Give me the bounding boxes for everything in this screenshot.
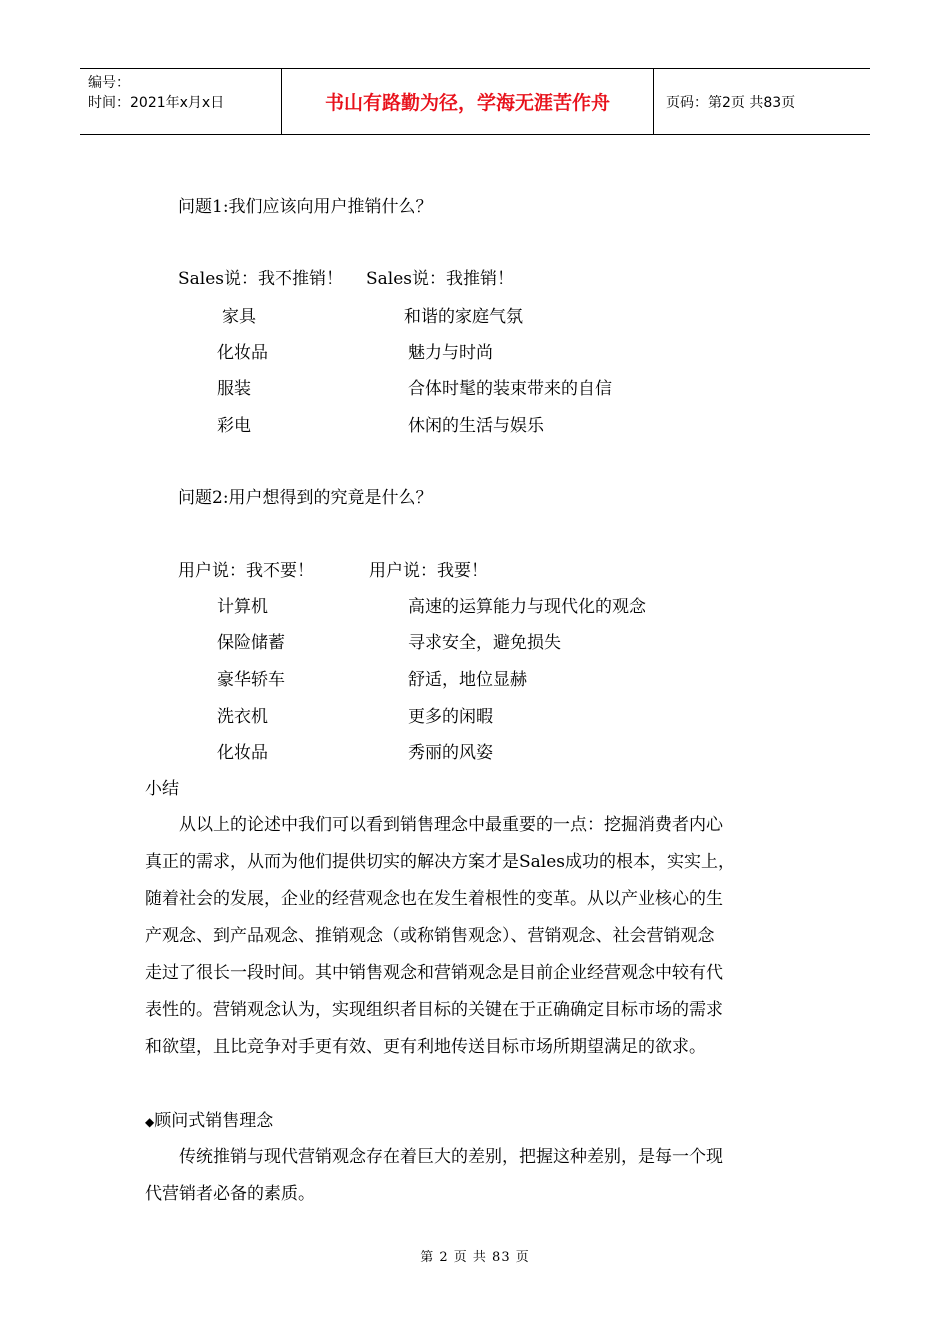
header-time: 时间：2021年x月x日 [88, 95, 225, 111]
summary-line: 和欲望，且比竞争对手更有效、更有利地传送目标市场所期望满足的欲求。 [145, 1037, 706, 1057]
q1-row-right: 合体时髦的装束带来的自信 [408, 379, 612, 399]
q1-row-left: 彩电 [217, 416, 251, 436]
q2-row-left: 保险储蓄 [217, 633, 285, 653]
q2-row-left: 豪华轿车 [217, 670, 285, 690]
q2-row-left: 计算机 [217, 597, 268, 617]
summary-line: 表性的。营销观念认为，实现组织者目标的关键在于正确确定目标市场的需求 [145, 1000, 723, 1020]
q2-title: 问题2:用户想得到的究竟是什么？ [178, 488, 433, 508]
header-page-info: 页码：第2页 共83页 [666, 94, 796, 111]
page-header [80, 68, 870, 135]
header-meta [80, 69, 282, 134]
summary-line: 从以上的论述中我们可以看到销售理念中最重要的一点：挖掘消费者内心 [145, 815, 723, 835]
q1-row-left: 化妆品 [217, 343, 268, 363]
q1-row-right: 休闲的生活与娱乐 [408, 416, 544, 436]
section2-line: 传统推销与现代营销观念存在着巨大的差别，把握这种差别，是每一个现 [145, 1147, 723, 1167]
q2-lead-left: 用户说：我不要！ [178, 561, 314, 581]
header-motto: 书山有路勤为径，学海无涯苦作舟 [282, 69, 654, 134]
section2-line: 代营销者必备的素质。 [145, 1184, 315, 1204]
q1-row-right: 和谐的家庭气氛 [404, 307, 523, 327]
q1-lead-left: Sales说：我不推销！ [178, 269, 344, 289]
q2-lead-right: 用户说：我要！ [369, 561, 488, 581]
header-number: 编号： [88, 75, 130, 91]
summary-line: 产观念、到产品观念、推销观念（或称销售观念）、营销观念、社会营销观念 [145, 926, 715, 946]
q1-row-right: 魅力与时尚 [408, 343, 493, 363]
q2-row-right: 秀丽的风姿 [408, 743, 493, 763]
summary-heading: 小结 [145, 779, 179, 799]
q2-row-left: 化妆品 [217, 743, 268, 763]
q1-row-left: 家具 [222, 307, 256, 327]
section2-paragraph [145, 1139, 810, 1213]
q1-title: 问题1:我们应该向用户推销什么？ [178, 197, 433, 217]
q2-row-right: 寻求安全，避免损失 [408, 633, 561, 653]
q2-row-right: 更多的闲暇 [408, 707, 493, 727]
summary-paragraph [145, 807, 810, 1066]
q2-row-left: 洗衣机 [217, 707, 268, 727]
q1-row-left: 服装 [217, 379, 251, 399]
diamond-bullet-icon: ◆ [145, 1115, 155, 1129]
page-footer: 第 2 页 共 83 页 [420, 1250, 530, 1265]
summary-line: 真正的需求，从而为他们提供切实的解决方案才是Sales成功的根本，实实上， [145, 852, 736, 872]
q2-row-right: 高速的运算能力与现代化的观念 [408, 597, 646, 617]
section2-heading: 顾问式销售理念 [154, 1111, 274, 1131]
summary-line: 走过了很长一段时间。其中销售观念和营销观念是目前企业经营观念中较有代 [145, 963, 723, 983]
q2-row-right: 舒适，地位显赫 [408, 670, 527, 690]
q1-lead-right: Sales说：我推销！ [366, 269, 515, 289]
section2-heading-line [145, 1110, 273, 1133]
summary-line: 随着社会的发展，企业的经营观念也在发生着根性的变革。从以产业核心的生 [145, 889, 723, 909]
